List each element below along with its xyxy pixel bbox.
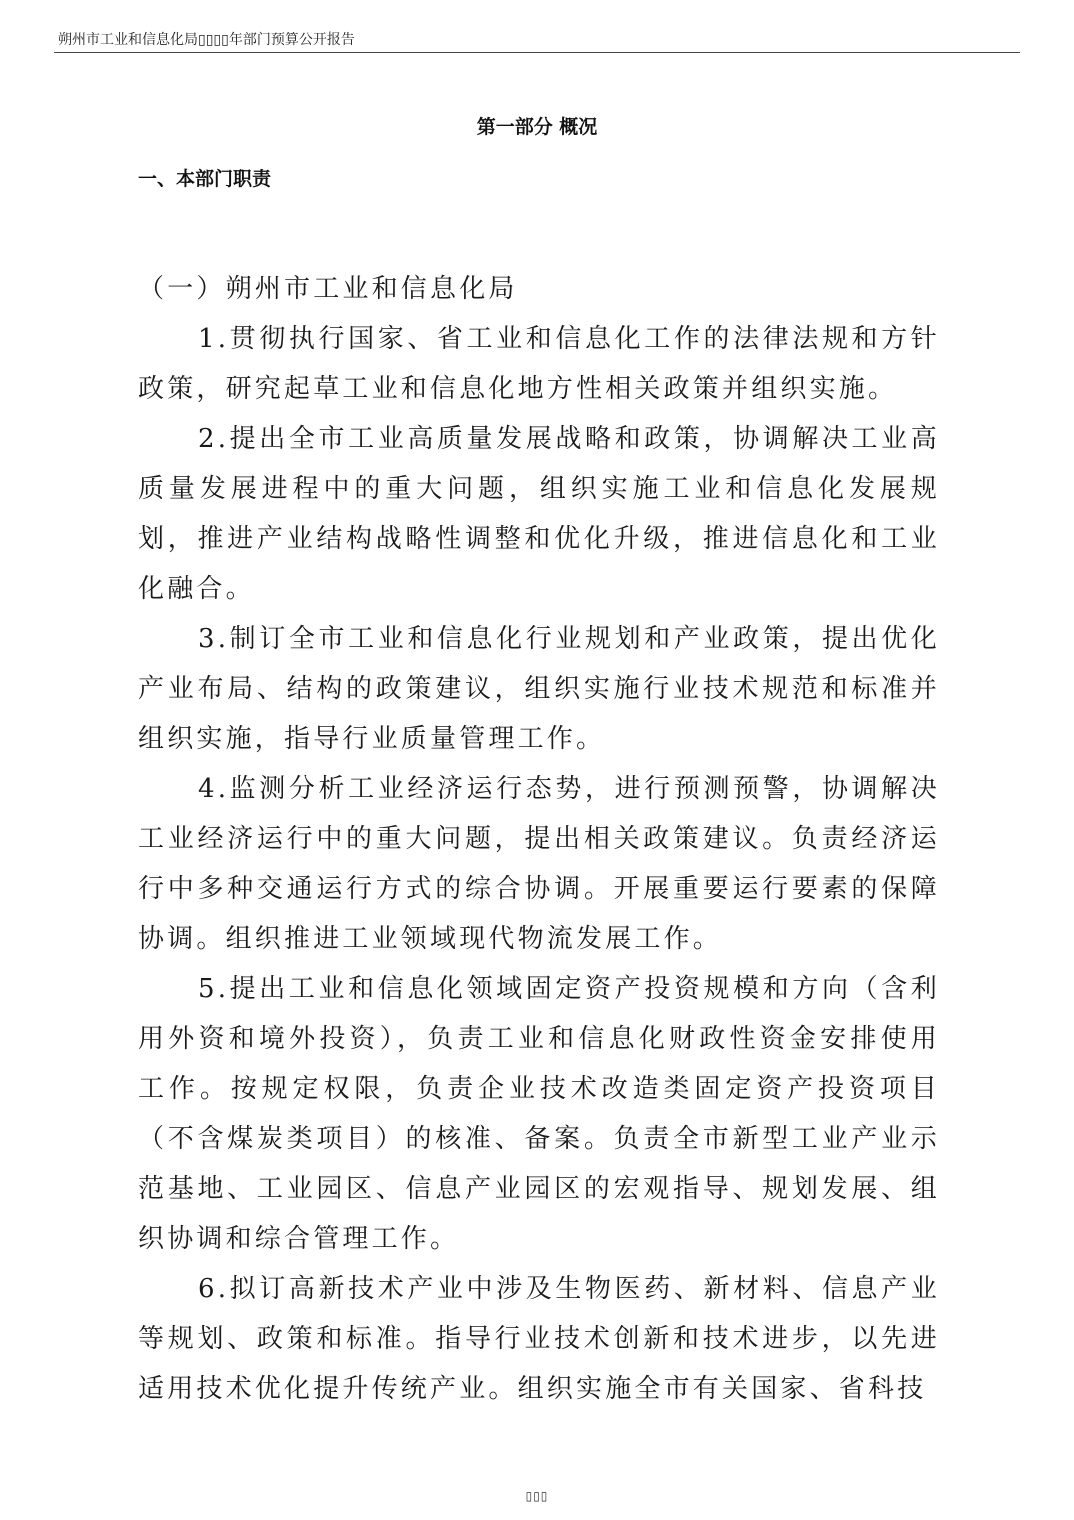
section-heading: 一、本部门职责 xyxy=(138,168,272,190)
page-number: ▯▯▯ xyxy=(525,1489,549,1503)
part-title: 第一部分 概况 xyxy=(476,116,598,138)
paragraph-1: 1.贯彻执行国家、省工业和信息化工作的法律法规和方针政策，研究起草工业和信息化地方性相关政策并组织实施。 xyxy=(138,324,940,404)
body-content xyxy=(138,264,940,1414)
running-header: 朔州市工业和信息化局▯▯▯▯年部门预算公开报告 xyxy=(58,32,355,48)
paragraph-3: 3.制订全市工业和信息化行业规划和产业政策，提出优化产业布局、结构的政策建议，组织实施行业技术规范和标准并组织实施，指导行业质量管理工作。 xyxy=(138,624,940,754)
paragraph-5: 5.提出工业和信息化领域固定资产投资规模和方向（含利用外资和境外投资），负责工业和信息化财政性资金安排使用工作。按规定权限，负责企业技术改造类固定资产投资项目（不含煤炭类项目）的核准、备案。负责全市新型工业产业示范基地、工业园区、信息产业园区的宏观指导、规划发展、组织协调和综合管理工作。 xyxy=(138,974,940,1254)
header-divider xyxy=(54,52,1020,53)
subsection-heading: （一）朔州市工业和信息化局 xyxy=(138,274,518,304)
paragraph-4: 4.监测分析工业经济运行态势，进行预测预警，协调解决工业经济运行中的重大问题，提出相关政策建议。负责经济运行中多种交通运行方式的综合协调。开展重要运行要素的保障协调。组织推进工业领域现代物流发展工作。 xyxy=(138,774,940,954)
paragraph-2: 2.提出全市工业高质量发展战略和政策，协调解决工业高质量发展进程中的重大问题，组织实施工业和信息化发展规划，推进产业结构战略性调整和优化升级，推进信息化和工业化融合。 xyxy=(138,424,940,604)
paragraph-6: 6.拟订高新技术产业中涉及生物医药、新材料、信息产业等规划、政策和标准。指导行业技术创新和技术进步，以先进适用技术优化提升传统产业。组织实施全市有关国家、省科技 xyxy=(138,1274,940,1404)
